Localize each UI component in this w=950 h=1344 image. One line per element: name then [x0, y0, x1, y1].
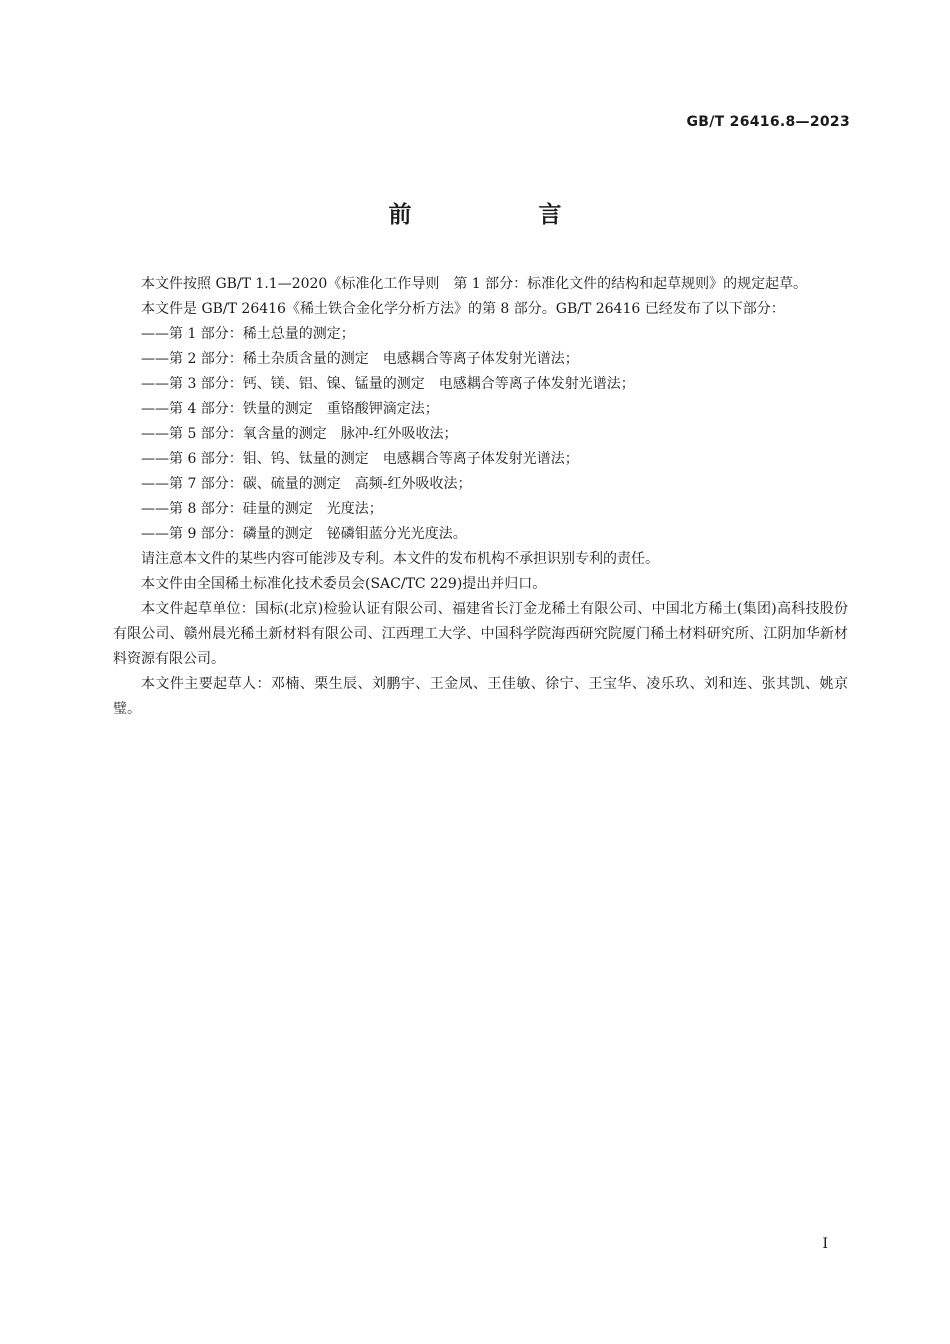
- list-item: ——第 2 部分：稀土杂质含量的测定 电感耦合等离子体发射光谱法；: [141, 351, 579, 367]
- page-number: I: [822, 1236, 828, 1252]
- parts-list: [113, 322, 848, 547]
- list-item: ——第 3 部分：钙、镁、铝、镍、锰量的测定 电感耦合等离子体发射光谱法；: [141, 376, 635, 392]
- list-item: ——第 4 部分：铁量的测定 重铬酸钾滴定法；: [141, 401, 439, 417]
- list-item: ——第 6 部分：钼、钨、钛量的测定 电感耦合等离子体发射光谱法；: [141, 451, 579, 467]
- foreword-body: [113, 272, 848, 722]
- paragraph-patent-notice: 请注意本文件的某些内容可能涉及专利。本文件的发布机构不承担识别专利的责任。: [141, 551, 659, 567]
- list-item: ——第 7 部分：碳、硫量的测定 高频-红外吸收法；: [141, 476, 472, 492]
- list-item: ——第 1 部分：稀土总量的测定；: [141, 326, 355, 342]
- paragraph-drafting-rules: 本文件按照 GB/T 1.1—2020《标准化工作导则 第 1 部分：标准化文件的结构和起草规则》的规定起草。: [141, 276, 808, 292]
- list-item: ——第 8 部分：硅量的测定 光度法；: [141, 501, 383, 517]
- page-title: 前 言: [388, 202, 614, 228]
- paragraph-drafting-units: 本文件起草单位：国标(北京)检验认证有限公司、福建省长汀金龙稀土有限公司、中国北方稀土(集团)高科技股份有限公司、赣州晨光稀土新材料有限公司、江西理工大学、中国科学院海西研究院厦门稀土材料研究所、江阴加华新材料资源有限公司。: [113, 601, 848, 667]
- standard-code: GB/T 26416.8—2023: [686, 114, 850, 130]
- paragraph-drafters: 本文件主要起草人：邓楠、栗生辰、刘鹏宇、王金凤、王佳敏、徐宁、王宝华、凌乐玖、刘和连、张其凯、姚京璧。: [113, 676, 848, 717]
- paragraph-committee: 本文件由全国稀土标准化技术委员会(SAC/TC 229)提出并归口。: [141, 576, 547, 592]
- paragraph-series-intro: 本文件是 GB/T 26416《稀土铁合金化学分析方法》的第 8 部分。GB/T 26416 已经发布了以下部分：: [141, 301, 785, 317]
- list-item: ——第 9 部分：磷量的测定 铋磷钼蓝分光光度法。: [141, 526, 467, 542]
- list-item: ——第 5 部分：氧含量的测定 脉冲-红外吸收法；: [141, 426, 458, 442]
